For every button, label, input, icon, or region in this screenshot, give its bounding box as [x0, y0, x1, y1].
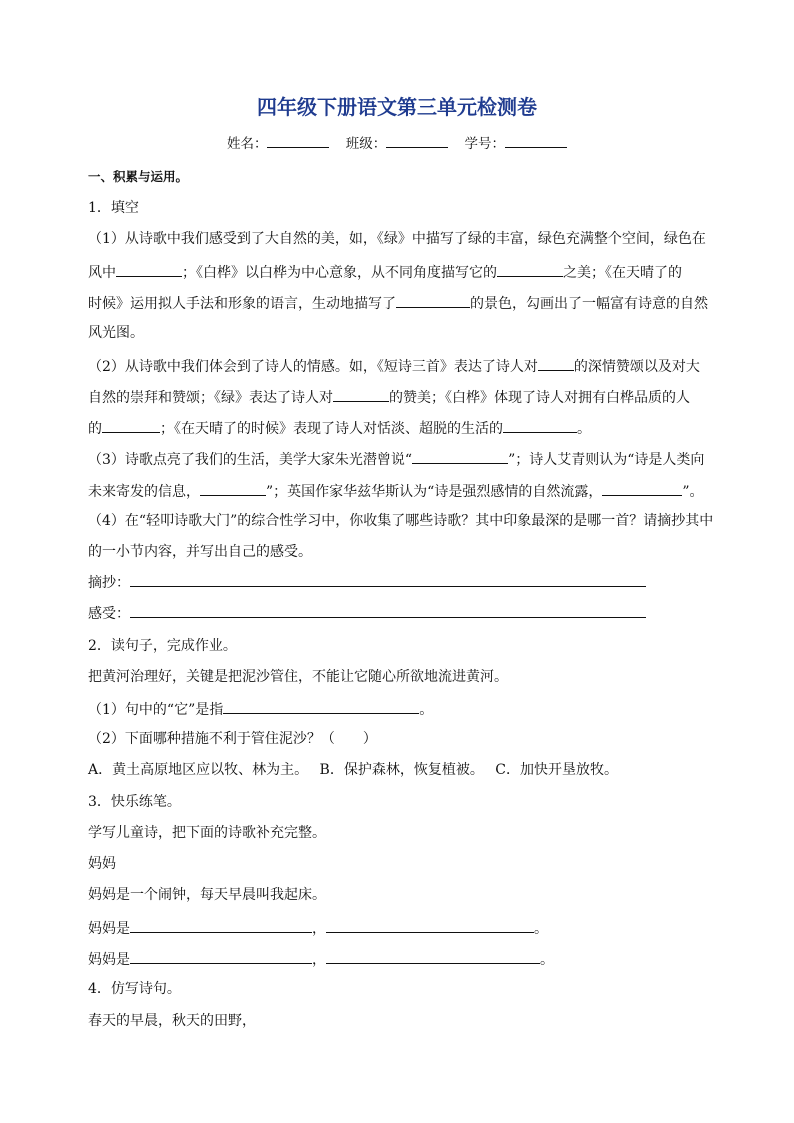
text-fragment: 的景色，勾画出了一幅富有诗意的自然	[470, 296, 708, 312]
q2-heading: 2．读句子，完成作业。	[88, 638, 237, 654]
answer-blank[interactable]	[326, 917, 534, 933]
poem-line3	[88, 948, 728, 970]
text-fragment: 未来寄发的信息，	[88, 484, 200, 500]
name-label: 姓名：	[226, 136, 268, 152]
q1-p3-line1	[88, 448, 728, 470]
text-fragment: ；《在天晴了的时候》表现了诗人对恬淡、超脱的生活的	[160, 421, 503, 437]
q1-p1-line3	[88, 292, 728, 314]
q1-heading: 1．填空	[88, 200, 139, 216]
answer-blank[interactable]	[130, 917, 312, 933]
student-info-row	[0, 133, 794, 154]
text-fragment: 的深情赞颂以及对大	[573, 359, 700, 375]
feeling-label: 感受：	[88, 606, 130, 622]
section-heading: 一、积累与运用。	[88, 169, 189, 184]
text-fragment: ；《白桦》以白桦为中心意象，从不同角度描写它的	[182, 265, 497, 281]
exam-title: 四年级下册语文第三单元检测卷	[257, 95, 537, 119]
feeling-answer-line[interactable]	[130, 617, 646, 618]
class-blank[interactable]	[386, 133, 448, 148]
answer-blank[interactable]	[116, 261, 182, 277]
answer-blank[interactable]	[602, 480, 682, 496]
excerpt-label: 摘抄：	[88, 575, 130, 591]
q1-p4-line1: （4）在“轻叩诗歌大门”的综合性学习中，你收集了哪些诗歌？其中印象最深的是哪一首？请摘抄其中	[88, 513, 714, 529]
q1-p3-line2	[88, 480, 728, 502]
text-fragment: 的赞美；《白桦》体现了诗人对拥有白桦品质的人	[389, 390, 690, 406]
answer-blank[interactable]	[333, 386, 389, 402]
text-fragment: 自然的崇拜和赞颂；《绿》表达了诗人对	[88, 390, 333, 406]
text-fragment: （1）句中的“它”是指	[88, 702, 224, 718]
answer-blank[interactable]	[497, 261, 563, 277]
answer-blank[interactable]	[102, 417, 160, 433]
poem-title: 妈妈	[88, 856, 116, 872]
text-fragment: 的	[88, 421, 102, 437]
poem-line1: 妈妈是一个闹钟，每天早晨叫我起床。	[88, 887, 326, 903]
q1-p2-line2	[88, 386, 728, 408]
q1-p2-line3	[88, 417, 728, 439]
text-fragment: ，	[312, 952, 326, 968]
q3-instruction: 学写儿童诗，把下面的诗歌补充完整。	[88, 825, 326, 841]
q4-heading: 4．仿写诗句。	[88, 981, 181, 997]
text-fragment: ，	[312, 921, 326, 937]
answer-blank[interactable]	[130, 948, 312, 964]
q3-heading: 3．快乐练笔。	[88, 794, 181, 810]
q2-sentence: 把黄河治理好，关键是把泥沙管住，不能让它随心所欲地流进黄河。	[88, 669, 508, 685]
class-label: 班级：	[345, 136, 387, 152]
q1-p2-line1	[88, 355, 728, 377]
name-blank[interactable]	[267, 133, 329, 148]
text-fragment: 妈妈是	[88, 921, 130, 937]
answer-blank[interactable]	[396, 292, 470, 308]
answer-blank[interactable]	[503, 417, 577, 433]
number-label: 学号：	[464, 136, 506, 152]
q4-line1: 春天的早晨，秋天的田野，	[88, 1013, 256, 1029]
text-fragment: 之美；《在天晴了的	[563, 265, 682, 281]
q2-sub1	[88, 698, 728, 720]
text-fragment: 。	[577, 421, 591, 437]
text-fragment: 时候》运用拟人手法和形象的语言，生动地描写了	[88, 296, 396, 312]
number-blank[interactable]	[505, 133, 567, 148]
text-fragment: 。	[419, 702, 434, 718]
q1-p1-line4: 风光图。	[88, 325, 144, 341]
answer-blank[interactable]	[412, 448, 508, 464]
text-fragment: 。	[534, 921, 548, 937]
q2-sub2: （2）下面哪种措施不利于管住泥沙？（ ）	[88, 731, 377, 747]
text-fragment: ”。	[682, 484, 704, 500]
text-fragment: ”；诗人艾青则认为“诗是人类向	[508, 452, 705, 468]
answer-blank[interactable]	[223, 698, 419, 714]
text-fragment: 。	[540, 952, 554, 968]
text-fragment: （2）从诗歌中我们体会到了诗人的情感。如，《短诗三首》表达了诗人对	[88, 359, 538, 375]
text-fragment: 风中	[88, 265, 116, 281]
q1-p1-line2	[88, 261, 728, 283]
q1-p4-line2: 的一小节内容，并写出自己的感受。	[88, 544, 312, 560]
answer-blank[interactable]	[538, 355, 574, 371]
text-fragment: （3）诗歌点亮了我们的生活，美学大家朱光潜曾说“	[88, 452, 413, 468]
poem-line2	[88, 917, 728, 939]
text-fragment: ”；英国作家华兹华斯认为“诗是强烈感情的自然流露，	[266, 484, 603, 500]
q1-p1-line1: （1）从诗歌中我们感受到了大自然的美，如，《绿》中描写了绿的丰富，绿色充满整个空间，绿色在	[88, 231, 706, 247]
excerpt-answer-line[interactable]	[130, 586, 646, 587]
answer-blank[interactable]	[200, 480, 266, 496]
q2-options: A．黄土高原地区应以牧、林为主。 B．保护森林，恢复植被。 C．加快开垦放牧。	[88, 762, 619, 778]
text-fragment: 妈妈是	[88, 952, 130, 968]
answer-blank[interactable]	[326, 948, 540, 964]
